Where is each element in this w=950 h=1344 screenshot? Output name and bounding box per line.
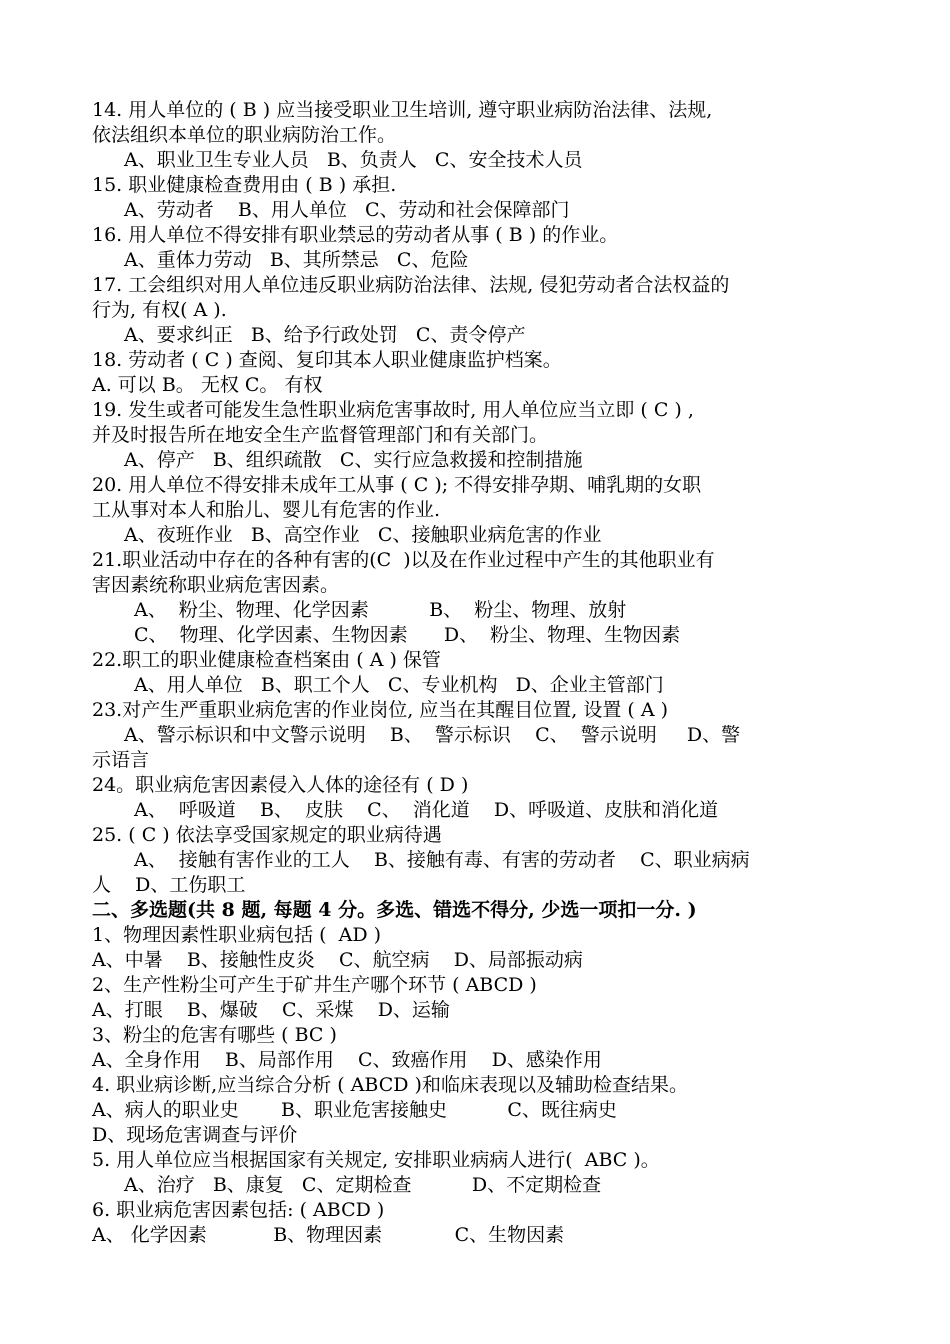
question-line: 2、生产性粉尘可产生于矿井生产哪个环节 ( ABCD ) bbox=[92, 974, 537, 996]
question-line: 16. 用人单位不得安排有职业禁忌的劳动者从事 ( B ) 的作业。 bbox=[92, 224, 619, 246]
question-line: A. 可以 B。 无权 C。 有权 bbox=[92, 374, 323, 396]
question-line: 14. 用人单位的 ( B ) 应当接受职业卫生培训, 遵守职业病防治法律、法规, bbox=[92, 99, 713, 121]
question-line: A、中暑 B、接触性皮炎 C、航空病 D、局部振动病 bbox=[92, 949, 583, 971]
option-line: A、劳动者 B、用人单位 C、劳动和社会保障部门 bbox=[124, 199, 570, 221]
question-line: 19. 发生或者可能发生急性职业病危害事故时, 用人单位应当立即 ( C ) , bbox=[92, 399, 694, 421]
option-line: A、用人单位 B、职工个人 C、专业机构 D、企业主管部门 bbox=[134, 674, 664, 696]
question-line: D、现场危害调查与评价 bbox=[92, 1124, 298, 1146]
question-line: 23.对产生严重职业病危害的作业岗位, 应当在其醒目位置, 设置 ( A ) bbox=[92, 699, 669, 721]
option-line: A、职业卫生专业人员 B、负责人 C、安全技术人员 bbox=[124, 149, 583, 171]
question-line: 6. 职业病危害因素包括: ( ABCD ) bbox=[92, 1199, 385, 1221]
option-line: A、要求纠正 B、给予行政处罚 C、责令停产 bbox=[124, 324, 526, 346]
section-heading: 二、多选题(共 8 题, 每题 4 分。多选、错选不得分, 少选一项扣一分. ) bbox=[92, 899, 697, 921]
question-line: 害因素统称职业病危害因素。 bbox=[92, 574, 340, 596]
option-line: A、治疗 B、康复 C、定期检查 D、不定期检查 bbox=[124, 1174, 602, 1196]
option-line: A、夜班作业 B、高空作业 C、接触职业病危害的作业 bbox=[124, 524, 602, 546]
question-line: 20. 用人单位不得安排未成年工从事 ( C ); 不得安排孕期、哺乳期的女职 bbox=[92, 474, 702, 496]
option-line: A、 粉尘、物理、化学因素 B、 粉尘、物理、放射 bbox=[134, 599, 627, 621]
question-line: A、 化学因素 B、物理因素 C、生物因素 bbox=[92, 1224, 565, 1246]
option-line: A、警示标识和中文警示说明 B、 警示标识 C、 警示说明 D、警 bbox=[124, 724, 741, 746]
question-line: 并及时报告所在地安全生产监督管理部门和有关部门。 bbox=[92, 424, 549, 446]
question-line: 5. 用人单位应当根据国家有关规定, 安排职业病病人进行( ABC )。 bbox=[92, 1149, 660, 1171]
option-line: A、重体力劳动 B、其所禁忌 C、危险 bbox=[124, 249, 469, 271]
question-line: 24。职业病危害因素侵入人体的途径有 ( D ) bbox=[92, 774, 469, 796]
question-line: A、病人的职业史 B、职业危害接触史 C、既往病史 bbox=[92, 1099, 617, 1121]
question-line: A、全身作用 B、局部作用 C、致癌作用 D、感染作用 bbox=[92, 1049, 602, 1071]
question-line: 示语言 bbox=[92, 749, 150, 771]
question-line: 25. ( C ) 依法享受国家规定的职业病待遇 bbox=[92, 824, 442, 846]
question-line: 行为, 有权( A ). bbox=[92, 299, 227, 321]
question-line: 17. 工会组织对用人单位违反职业病防治法律、法规, 侵犯劳动者合法权益的 bbox=[92, 274, 730, 296]
question-line: 22.职工的职业健康检查档案由 ( A ) 保管 bbox=[92, 649, 441, 671]
question-line: 21.职业活动中存在的各种有害的(C )以及在作业过程中产生的其他职业有 bbox=[92, 549, 715, 571]
question-line: 15. 职业健康检查费用由 ( B ) 承担. bbox=[92, 174, 397, 196]
question-line: 1、物理因素性职业病包括 ( AD ) bbox=[92, 924, 382, 946]
option-line: A、停产 B、组织疏散 C、实行应急救援和控制措施 bbox=[124, 449, 583, 471]
option-line: C、 物理、化学因素、生物因素 D、 粉尘、物理、生物因素 bbox=[134, 624, 681, 646]
question-line: A、打眼 B、爆破 C、采煤 D、运输 bbox=[92, 999, 450, 1021]
question-line: 依法组织本单位的职业病防治工作。 bbox=[92, 124, 397, 146]
question-line: 4. 职业病诊断,应当综合分析 ( ABCD )和临床表现以及辅助检查结果。 bbox=[92, 1074, 688, 1096]
question-line: 18. 劳动者 ( C ) 查阅、复印其本人职业健康监护档案。 bbox=[92, 349, 562, 371]
option-line: A、 呼吸道 B、 皮肤 C、 消化道 D、呼吸道、皮肤和消化道 bbox=[134, 799, 719, 821]
question-line: 人 D、工伤职工 bbox=[92, 874, 246, 896]
option-line: A、 接触有害作业的工人 B、接触有毒、有害的劳动者 C、职业病病 bbox=[134, 849, 750, 871]
question-line: 3、粉尘的危害有哪些 ( BC ) bbox=[92, 1024, 337, 1046]
question-line: 工从事对本人和胎儿、婴儿有危害的作业. bbox=[92, 499, 441, 521]
